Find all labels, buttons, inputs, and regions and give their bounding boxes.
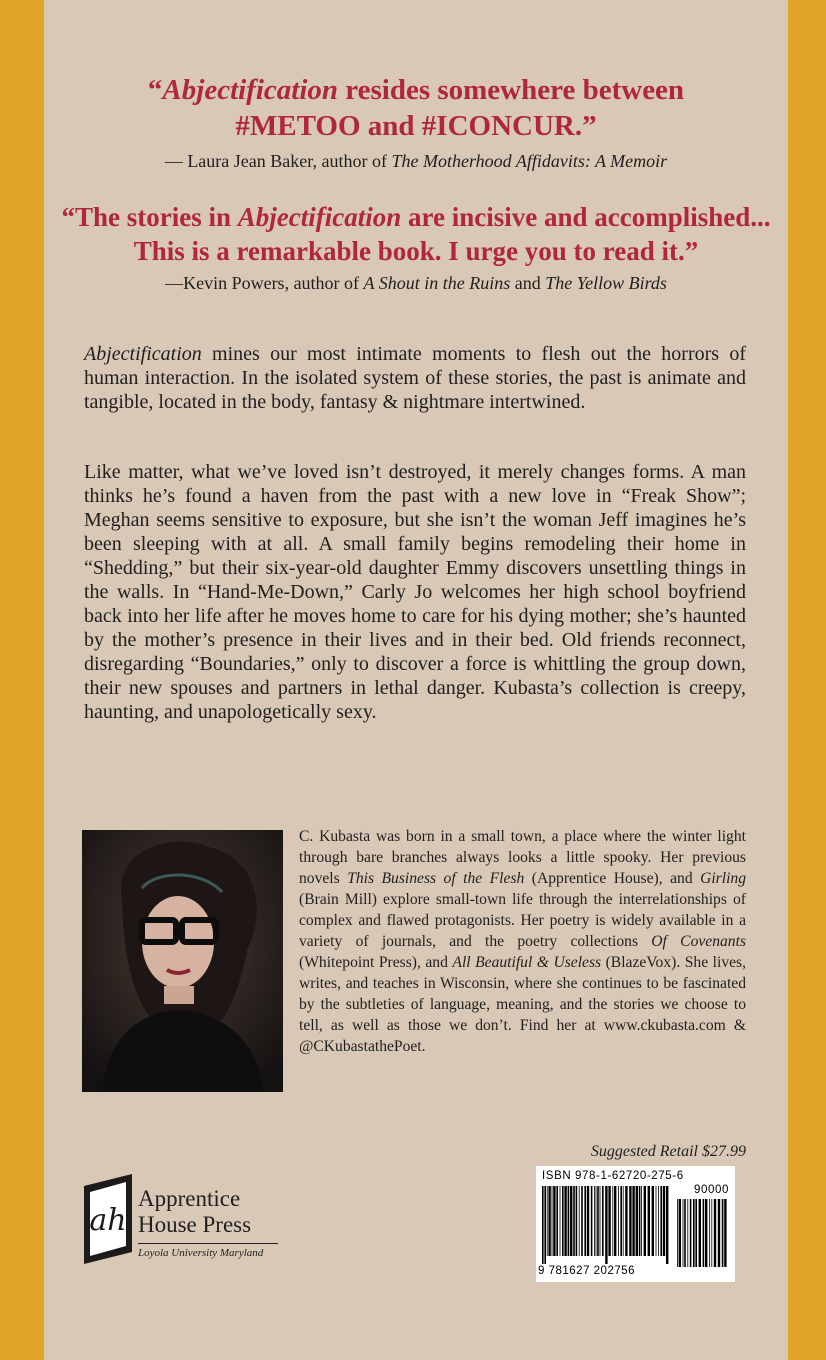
attribution-work: The Yellow Birds: [545, 273, 667, 293]
pull-quote-powers: [44, 200, 788, 268]
bio-text: C. Kubasta was born in a small town, a place where the winter light through bare branches always looks a little spooky. Her previous novels: [299, 828, 746, 887]
barcode-bar: [703, 1199, 705, 1267]
barcode-bar: [596, 1186, 597, 1256]
barcode-bar: [584, 1186, 586, 1256]
blurb-paragraph-1: [84, 342, 746, 414]
barcode-bar: [570, 1186, 572, 1256]
barcode-bar: [581, 1186, 583, 1256]
barcode-bar: [705, 1199, 707, 1267]
addon-barcode-bars: [677, 1199, 727, 1275]
barcode-bar: [594, 1186, 595, 1256]
barcode-bar: [714, 1199, 716, 1267]
barcode-bar: [660, 1186, 662, 1256]
barcode-bar: [623, 1186, 624, 1256]
barcode-bar: [591, 1186, 593, 1256]
barcode-bar: [573, 1186, 575, 1256]
barcode-bar: [718, 1199, 720, 1267]
barcode-bar: [709, 1199, 710, 1267]
barcode-bar: [553, 1186, 555, 1256]
barcode-bar: [641, 1186, 642, 1256]
barcode-bar: [687, 1199, 688, 1267]
barcode-bar: [547, 1186, 548, 1256]
barcode-bar: [677, 1199, 678, 1267]
isbn-barcode: [536, 1166, 735, 1282]
quote-text: This is a remarkable book. I urge you to read it.”: [133, 236, 699, 266]
quote-text: “The stories in: [61, 202, 238, 232]
barcode-bar: [548, 1186, 550, 1256]
barcode-bar: [658, 1186, 659, 1256]
barcode-bar: [564, 1186, 566, 1256]
attribution-text: and: [510, 273, 546, 293]
book-title: Abjectification: [84, 343, 202, 365]
barcode-bar: [724, 1199, 726, 1267]
attribution-powers: [44, 272, 788, 294]
publisher-name: [138, 1186, 251, 1238]
publisher-line-1: Apprentice: [138, 1186, 241, 1211]
bio-book-title: Of Covenants: [651, 933, 746, 950]
barcode-bar: [679, 1199, 681, 1267]
barcode-bar: [636, 1186, 638, 1256]
bio-book-title: All Beautiful & Useless: [452, 954, 602, 971]
back-cover-panel: [44, 0, 788, 1360]
bio-text: (BlazeVox). She lives, writes, and teaches in Wisconsin, where she continues to be fascinated by the subtleties of language, meaning, and the stories we choose to tell, as well as those we don’t. Find her at www.ckubasta.com & @CKubastathePoet.: [299, 954, 746, 1055]
barcode-bar: [690, 1199, 692, 1267]
barcode-bar: [629, 1186, 631, 1256]
publisher-rule: [138, 1243, 278, 1244]
attribution-text: — Laura Jean Baker, author of: [164, 151, 392, 171]
logo-letters: ah: [89, 1203, 127, 1238]
attribution-text: —Kevin Powers, author of: [165, 273, 364, 293]
ean-digits: 9 781627 202756: [538, 1265, 636, 1277]
ean-barcode-bars: [542, 1186, 670, 1264]
bio-text: (Whitepoint Press), and: [299, 954, 453, 971]
barcode-bar: [562, 1186, 564, 1256]
book-title: Abjectification: [162, 74, 339, 106]
barcode-bar: [699, 1199, 701, 1267]
barcode-bar: [544, 1186, 546, 1264]
barcode-bar: [625, 1186, 627, 1256]
author-portrait-image: [82, 830, 283, 1092]
book-title: Abjectification: [237, 202, 402, 232]
barcode-bar: [644, 1186, 646, 1256]
attribution-work: The Motherhood Affidavits: A Memoir: [391, 151, 668, 171]
barcode-bar: [608, 1186, 610, 1256]
barcode-bar: [579, 1186, 580, 1256]
barcode-bar: [552, 1186, 553, 1256]
barcode-bar: [639, 1186, 641, 1256]
barcode-bar: [684, 1199, 686, 1267]
quote-text: #METOO and #ICONCUR.”: [235, 110, 597, 142]
barcode-bar: [652, 1186, 654, 1256]
suggested-retail-price: Suggested Retail $27.99: [590, 1143, 746, 1160]
barcode-bar: [602, 1186, 604, 1256]
publisher-line-2: House Press: [138, 1212, 252, 1237]
barcode-bar: [587, 1186, 589, 1256]
bio-text: (Brain Mill) explore small-town life through the interrelationships of complex and flawed protagonists. Her poetry is widely available in a variety of journals, and the poetry collections: [299, 891, 746, 950]
barcode-bar: [695, 1199, 697, 1267]
barcode-bar: [722, 1199, 724, 1267]
attribution-work: A Shout in the Ruins: [363, 273, 511, 293]
bio-book-title: This Business of the Flesh: [347, 870, 525, 887]
quote-text: are incisive and accomplished...: [401, 202, 771, 232]
barcode-bar: [568, 1186, 570, 1256]
blurb-paragraph-2: Like matter, what we’ve loved isn’t destroyed, it merely changes forms. A man thinks he’s found a haven from the past with a new love in “Freak Show”; Meghan seems sensitive to exposure, but she isn’t the woman Jeff imagines he’s been sleeping with at all. A small family begins remodeling their home in “Shedding,” but their six-year-old daughter Emmy discovers unsettling things in the walls. In “Hand-Me-Down,” Carly Jo welcomes her high school boyfriend back into her life after he moves home to care for his dying mother; she’s haunted by the mother’s presence in their lives and in their bed. Old friends reconnect, disregarding “Boundaries,” only to discover a force is whittling the group down, their new spouses and partners in lethal danger. Kubasta’s collection is creepy, haunting, and unapologetically sexy.: [84, 461, 746, 723]
quote-text: resides somewhere between: [338, 74, 685, 106]
barcode-bar: [560, 1186, 561, 1256]
barcode-bar: [600, 1186, 601, 1256]
bio-text: (Apprentice House), and: [524, 870, 701, 887]
quote-mark: “: [147, 74, 163, 106]
bio-book-title: Girling: [700, 870, 746, 887]
pull-quote-baker: [44, 72, 788, 144]
barcode-bar: [614, 1186, 616, 1256]
barcode-bar: [612, 1186, 613, 1256]
publisher-affiliation: Loyola University Maryland: [138, 1247, 264, 1259]
barcode-bar: [605, 1186, 607, 1264]
author-bio: [299, 826, 746, 1057]
barcode-bar: [693, 1199, 695, 1267]
barcode-bar: [542, 1186, 544, 1264]
barcode-bar: [683, 1199, 684, 1267]
barcode-bar: [663, 1186, 665, 1256]
barcode-bar: [576, 1186, 578, 1256]
barcode-bar: [666, 1186, 668, 1264]
barcode-bar: [711, 1199, 712, 1267]
barcode-bar: [632, 1186, 634, 1256]
barcode-bar: [620, 1186, 622, 1256]
blurb-text: mines our most intimate moments to flesh out the horrors of human interaction. In the isolated system of these stories, the past is animate and tangible, located in the body, fantasy & nightmare intertwined.: [84, 343, 746, 413]
barcode-bar: [597, 1186, 599, 1256]
barcode-bar: [648, 1186, 650, 1256]
barcode-bar: [556, 1186, 558, 1256]
isbn-label: ISBN 978-1-62720-275-6: [542, 1170, 684, 1182]
price-addon-code: 90000: [694, 1184, 729, 1196]
apprentice-house-logo-icon: [82, 1172, 134, 1266]
barcode-bar: [618, 1186, 619, 1256]
barcode-bar: [656, 1186, 657, 1256]
author-photo: [82, 830, 283, 1092]
attribution-baker: [44, 150, 788, 172]
